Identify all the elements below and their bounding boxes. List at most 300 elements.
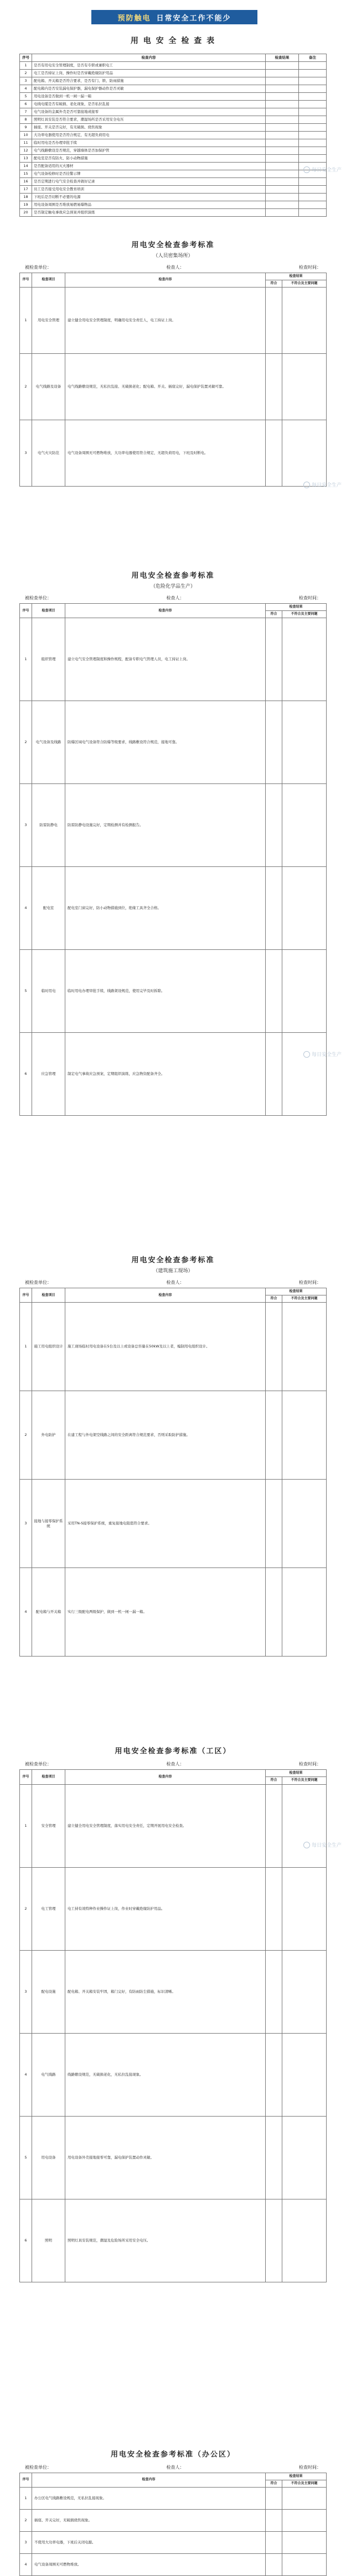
meta-time: 检查时间： xyxy=(299,264,321,270)
row-content: 是否有用电安全管理制度，是否有专职或兼职电工 xyxy=(32,61,266,69)
row-content: 建立健全用电安全管理制度，落实用电安全责任，定期开展用电安全检查。 xyxy=(65,1784,266,1867)
table-row xyxy=(20,2553,327,2575)
col-item: 检查项目 xyxy=(32,1288,65,1303)
row-index: 13 xyxy=(20,154,32,162)
row-pass xyxy=(266,2553,282,2575)
col-index: 序号 xyxy=(20,54,32,62)
row-index: 3 xyxy=(20,1950,32,2033)
table-row xyxy=(20,1568,327,1657)
row-index: 15 xyxy=(20,170,32,177)
watermark-logo-icon xyxy=(303,482,310,488)
row-content: 电气线路敷设是否规范，穿越墙体是否加保护管 xyxy=(32,147,266,154)
col-index: 序号 xyxy=(20,1288,32,1303)
top-banner-area xyxy=(0,0,346,30)
row-remark xyxy=(299,208,327,216)
col-index: 序号 xyxy=(20,603,32,618)
row-result xyxy=(266,100,299,108)
s6-title: 用电安全检查参考标准（办公区） xyxy=(110,2450,235,2459)
row-content: 插座、开关完好，无破损烧焦现象。 xyxy=(32,2509,266,2531)
row-index: 2 xyxy=(20,2509,32,2531)
meta-inspector: 检查人： xyxy=(166,264,184,270)
s4-table xyxy=(19,1288,327,1657)
table-row xyxy=(20,201,327,208)
meta-time: 检查时间： xyxy=(299,1280,321,1286)
meta-unit: 被检查单位： xyxy=(25,1280,51,1286)
row-fail xyxy=(282,950,327,1033)
row-pass xyxy=(266,1033,282,1116)
watermark: 每日安全生产 xyxy=(303,481,342,488)
table-row xyxy=(20,784,327,867)
row-result xyxy=(266,85,299,92)
table-row xyxy=(20,2033,327,2116)
row-item: 防雷防静电 xyxy=(32,784,65,867)
s6-meta xyxy=(25,2464,321,2470)
table-row xyxy=(20,353,327,420)
row-remark xyxy=(299,108,327,116)
row-item: 配电设施 xyxy=(32,1950,65,2033)
row-item: 应急管理 xyxy=(32,1033,65,1116)
watermark-logo-icon xyxy=(303,1051,310,1058)
meta-inspector: 检查人： xyxy=(166,1280,184,1286)
row-content: 实行三级配电两级保护，做到一机一闸一漏一箱。 xyxy=(65,1568,266,1657)
row-pass xyxy=(266,420,282,486)
col-item: 检查项目 xyxy=(32,603,65,618)
row-pass xyxy=(266,1391,282,1480)
row-fail xyxy=(282,701,327,784)
meta-time: 检查时间： xyxy=(299,1762,321,1767)
row-pass xyxy=(266,1303,282,1391)
row-content: 不使用大功率电器，下班后关闭电源。 xyxy=(32,2531,266,2553)
col-item: 检查项目 xyxy=(32,1770,65,1784)
row-pass xyxy=(266,950,282,1033)
row-content: 防雷防静电设施完好，定期检测并有检测报告。 xyxy=(65,784,266,867)
row-fail xyxy=(282,618,327,701)
row-remark xyxy=(299,201,327,208)
row-content: 施工现场临时用电设备在5台及以上或设备总容量在50kW及以上者，编制用电组织设计。 xyxy=(65,1303,266,1391)
row-content: 建立健全用电安全管理制度，明确用电安全责任人，电工持证上岗。 xyxy=(65,287,266,353)
row-content: 是否制定触电事故应急预案并组织演练 xyxy=(32,208,266,216)
row-remark xyxy=(299,69,327,77)
row-index: 6 xyxy=(20,2199,32,2282)
row-index: 1 xyxy=(20,1784,32,1867)
row-remark xyxy=(299,131,327,139)
row-pass xyxy=(266,618,282,701)
row-index: 12 xyxy=(20,147,32,154)
col-pass: 符合 xyxy=(266,280,282,287)
row-item: 接地与接零保护系统 xyxy=(32,1480,65,1568)
col-result: 检查结果 xyxy=(266,1288,327,1295)
row-index: 3 xyxy=(20,420,32,486)
s5-title: 用电安全检查参考标准（工区） xyxy=(115,1747,231,1756)
col-content: 检查内容 xyxy=(65,1770,266,1784)
row-content: 建立电气安全管理制度和操作规程，配备专职电气管理人员，电工持证上岗。 xyxy=(65,618,266,701)
row-fail xyxy=(282,2509,327,2531)
s3-meta xyxy=(25,595,321,601)
col-item: 检查项目 xyxy=(32,273,65,287)
row-index: 4 xyxy=(20,85,32,92)
row-pass xyxy=(266,784,282,867)
table-row xyxy=(20,139,327,147)
col-fail: 不符合及主要问题 xyxy=(282,611,327,618)
row-item: 施工用电组织设计 xyxy=(32,1303,65,1391)
row-content: 临时用电办理审批手续，线路架设规范，使用完毕及时拆除。 xyxy=(65,950,266,1033)
row-content: 在建工程与外电架空线路之间的安全距离符合规范要求，否则采取防护措施。 xyxy=(65,1391,266,1480)
col-content: 检查内容 xyxy=(65,603,266,618)
row-remark xyxy=(299,116,327,123)
row-fail xyxy=(282,1480,327,1568)
row-index: 14 xyxy=(20,162,32,170)
row-fail xyxy=(282,1867,327,1950)
row-content: 电工持有效特种作业操作证上岗，作业时穿戴绝缘防护用品。 xyxy=(65,1867,266,1950)
row-pass xyxy=(266,1480,282,1568)
col-remark: 备注 xyxy=(299,54,327,62)
row-result xyxy=(266,170,299,177)
row-remark xyxy=(299,193,327,201)
row-index: 10 xyxy=(20,131,32,139)
row-content: 电气设备检修时是否挂警示牌 xyxy=(32,170,266,177)
section-work-area xyxy=(19,1745,327,2282)
table-row xyxy=(20,2487,327,2509)
row-content: 配电箱、开关箱安装牢固，箱门完好，有防雨防尘措施，标识清晰。 xyxy=(65,1950,266,2033)
col-fail: 不符合及主要问题 xyxy=(282,1777,327,1784)
row-fail xyxy=(282,1784,327,1867)
col-fail: 不符合及主要问题 xyxy=(282,1295,327,1303)
row-content: 制定电气事故应急预案，定期组织演练，应急物资配备齐全。 xyxy=(65,1033,266,1116)
table-row xyxy=(20,2531,327,2553)
row-item: 配电箱与开关箱 xyxy=(32,1568,65,1657)
col-content: 检查内容 xyxy=(32,2473,266,2487)
row-content: 配电箱内是否安装漏电保护器，漏电保护器动作是否灵敏 xyxy=(32,85,266,92)
section-crowded-places xyxy=(19,239,327,487)
table-row xyxy=(20,1033,327,1116)
row-pass xyxy=(266,2531,282,2553)
row-remark xyxy=(299,100,327,108)
row-content: 电气设备的金属外壳是否可靠接地或接零 xyxy=(32,108,266,116)
watermark-logo-icon xyxy=(303,166,310,173)
table-row xyxy=(20,116,327,123)
s3-table xyxy=(19,603,327,1116)
section-office-area xyxy=(19,2448,327,2576)
table-row xyxy=(20,108,327,116)
row-fail xyxy=(282,353,327,420)
meta-unit: 被检查单位： xyxy=(25,264,51,270)
row-index: 9 xyxy=(20,123,32,131)
col-pass: 符合 xyxy=(266,2480,282,2487)
col-pass: 符合 xyxy=(266,1777,282,1784)
row-content: 员工是否接受用电安全教育培训 xyxy=(32,185,266,193)
table-row xyxy=(20,92,327,100)
row-content: 配电箱、开关箱是否符合要求，是否有门、锁、防雨措施 xyxy=(32,77,266,85)
row-content: 电气设备周围无可燃物堆放。 xyxy=(32,2553,266,2575)
col-result: 检查结果 xyxy=(266,603,327,610)
row-pass xyxy=(266,287,282,353)
checklist-table xyxy=(19,54,327,217)
col-index: 序号 xyxy=(20,2473,32,2487)
col-result: 检查结果 xyxy=(266,2473,327,2480)
row-fail xyxy=(282,2487,327,2509)
row-content: 电线电缆是否有破损、老化现象，是否私拉乱接 xyxy=(32,100,266,108)
row-content: 防爆区域电气设备符合防爆等级要求，线路敷设符合规范，接地可靠。 xyxy=(65,701,266,784)
row-remark xyxy=(299,147,327,154)
table-row xyxy=(20,61,327,69)
meta-time: 检查时间： xyxy=(299,595,321,600)
watermark: 每日安全生产 xyxy=(303,1841,342,1848)
row-item: 用电设备 xyxy=(32,2116,65,2199)
row-result xyxy=(266,116,299,123)
table-row xyxy=(20,1784,327,1867)
row-pass xyxy=(266,2487,282,2509)
row-fail xyxy=(282,1950,327,2033)
section-checklist xyxy=(19,35,327,217)
row-index: 6 xyxy=(20,1033,32,1116)
row-index: 5 xyxy=(20,92,32,100)
s3-subtitle: （危险化学品生产） xyxy=(150,583,195,589)
row-content: 是否配备适用的灭火器材 xyxy=(32,162,266,170)
row-index: 4 xyxy=(20,2553,32,2575)
row-result xyxy=(266,201,299,208)
row-index: 4 xyxy=(20,867,32,950)
row-result xyxy=(266,162,299,170)
row-content: 照明灯具安装规范，潮湿及危险场所采用安全电压。 xyxy=(65,2199,266,2282)
row-item: 配电室 xyxy=(32,867,65,950)
row-item: 安全管理 xyxy=(32,1784,65,1867)
row-index: 16 xyxy=(20,177,32,185)
row-fail xyxy=(282,1033,327,1116)
table-row xyxy=(20,177,327,185)
table-row xyxy=(20,618,327,701)
table-row xyxy=(20,420,327,486)
table-row xyxy=(20,154,327,162)
row-item: 电气火灾防范 xyxy=(32,420,65,486)
row-index: 2 xyxy=(20,353,32,420)
row-result xyxy=(266,208,299,216)
row-index: 4 xyxy=(20,1568,32,1657)
row-content: 线路敷设规范，无破损老化，无私拉乱接现象。 xyxy=(65,2033,266,2116)
table-row xyxy=(20,85,327,92)
row-item: 电气设备及线路 xyxy=(32,701,65,784)
row-index: 2 xyxy=(20,701,32,784)
row-fail xyxy=(282,2033,327,2116)
watermark-logo-icon xyxy=(303,1842,310,1848)
row-pass xyxy=(266,2033,282,2116)
row-index: 6 xyxy=(20,100,32,108)
col-pass: 符合 xyxy=(266,1295,282,1303)
row-index: 1 xyxy=(20,287,32,353)
s2-meta xyxy=(25,264,321,270)
meta-unit: 被检查单位： xyxy=(25,2464,51,2470)
row-fail xyxy=(282,867,327,950)
row-index: 11 xyxy=(20,139,32,147)
row-remark xyxy=(299,123,327,131)
row-fail xyxy=(282,1568,327,1657)
table-row xyxy=(20,123,327,131)
row-pass xyxy=(266,1867,282,1950)
row-content: 临时用电是否办理审批手续 xyxy=(32,139,266,147)
table-row xyxy=(20,287,327,353)
row-fail xyxy=(282,287,327,353)
row-pass xyxy=(266,701,282,784)
row-pass xyxy=(266,2509,282,2531)
row-index: 1 xyxy=(20,61,32,69)
banner-part1: 预防触电 xyxy=(117,14,151,23)
row-content: 电工是否持证上岗，操作时是否穿戴绝缘防护用品 xyxy=(32,69,266,77)
table-row xyxy=(20,100,327,108)
col-content: 检查内容 xyxy=(32,54,266,62)
table-row xyxy=(20,867,327,950)
section-hazardous-chemicals xyxy=(19,569,327,1116)
row-remark xyxy=(299,92,327,100)
col-content: 检查内容 xyxy=(65,273,266,287)
row-index: 1 xyxy=(20,1303,32,1391)
row-fail xyxy=(282,2531,327,2553)
row-index: 1 xyxy=(20,2487,32,2509)
row-index: 1 xyxy=(20,618,32,701)
row-fail xyxy=(282,2553,327,2575)
row-content: 配电室门窗完好，防小动物措施到位，绝缘工具齐全合格。 xyxy=(65,867,266,950)
row-fail xyxy=(282,1391,327,1480)
row-fail xyxy=(282,2116,327,2199)
watermark: 每日安全生产 xyxy=(303,166,342,173)
row-remark xyxy=(299,154,327,162)
col-result: 检查结果 xyxy=(266,54,299,62)
table-row xyxy=(20,1950,327,2033)
table-row xyxy=(20,701,327,784)
meta-unit: 被检查单位： xyxy=(25,1762,51,1767)
row-result xyxy=(266,92,299,100)
col-pass: 符合 xyxy=(266,611,282,618)
s5-table xyxy=(19,1769,327,2282)
col-index: 序号 xyxy=(20,273,32,287)
row-content: 下班后是否切断不必要的电源 xyxy=(32,193,266,201)
row-result xyxy=(266,108,299,116)
row-item: 组织管理 xyxy=(32,618,65,701)
meta-inspector: 检查人： xyxy=(166,2464,184,2470)
row-index: 3 xyxy=(20,77,32,85)
table-row xyxy=(20,1391,327,1480)
table-row xyxy=(20,193,327,201)
checklist-title: 用 电 安 全 检 查 表 xyxy=(130,36,216,45)
row-content: 插座、开关是否完好，有无破损、烧焦现象 xyxy=(32,123,266,131)
row-content: 采用TN-S接零保护系统，重复接地电阻值符合要求。 xyxy=(65,1480,266,1568)
meta-unit: 被检查单位： xyxy=(25,595,51,600)
row-index: 4 xyxy=(20,2033,32,2116)
row-result xyxy=(266,69,299,77)
row-result xyxy=(266,193,299,201)
row-result xyxy=(266,185,299,193)
row-content: 用电设备是否做到一机一闸一漏一箱 xyxy=(32,92,266,100)
table-row xyxy=(20,185,327,193)
row-index: 8 xyxy=(20,116,32,123)
row-index: 20 xyxy=(20,208,32,216)
row-result xyxy=(266,131,299,139)
s6-table xyxy=(19,2473,327,2576)
banner xyxy=(91,10,257,24)
row-content: 用电设备周围是否堆放易燃易爆物品 xyxy=(32,201,266,208)
table-row xyxy=(20,147,327,154)
table-row xyxy=(20,2509,327,2531)
table-row xyxy=(20,950,327,1033)
col-result: 检查结果 xyxy=(266,273,327,280)
table-row xyxy=(20,1303,327,1391)
row-fail xyxy=(282,420,327,486)
row-pass xyxy=(266,353,282,420)
table-row xyxy=(20,162,327,170)
row-content: 配电室是否有防火、防小动物措施 xyxy=(32,154,266,162)
row-result xyxy=(266,61,299,69)
banner-part2: 日常安全工作不能少 xyxy=(156,14,231,23)
s5-meta xyxy=(25,1761,321,1767)
row-index: 7 xyxy=(20,108,32,116)
s4-meta xyxy=(25,1279,321,1286)
row-pass xyxy=(266,2199,282,2282)
table-row xyxy=(20,77,327,85)
row-index: 5 xyxy=(20,950,32,1033)
row-item: 电气线路及设备 xyxy=(32,353,65,420)
row-remark xyxy=(299,185,327,193)
col-fail: 不符合及主要问题 xyxy=(282,2480,327,2487)
table-row xyxy=(20,2199,327,2282)
row-content: 照明灯具安装是否符合要求，潮湿场所是否采用安全电压 xyxy=(32,116,266,123)
row-item: 电气线路 xyxy=(32,2033,65,2116)
meta-inspector: 检查人： xyxy=(166,1762,184,1767)
row-pass xyxy=(266,867,282,950)
row-item: 外电防护 xyxy=(32,1391,65,1480)
s4-subtitle: （建筑施工现场） xyxy=(153,1268,193,1274)
row-fail xyxy=(282,2199,327,2282)
row-result xyxy=(266,154,299,162)
row-index: 5 xyxy=(20,2116,32,2199)
row-content: 电气设备周围无可燃物堆放，大功率电器使用符合规定，无超负荷用电，下班及时断电。 xyxy=(65,420,266,486)
row-remark xyxy=(299,61,327,69)
table-row xyxy=(20,2116,327,2199)
row-index: 17 xyxy=(20,185,32,193)
row-content: 电气线路敷设规范，无私拉乱接、无破损老化；配电箱、开关、插座完好，漏电保护装置灵敏可靠。 xyxy=(65,353,266,420)
row-content: 大功率电器使用是否符合规定，有无超负荷用电 xyxy=(32,131,266,139)
table-row xyxy=(20,131,327,139)
table-row xyxy=(20,170,327,177)
row-content: 是否定期进行电气安全检查并做好记录 xyxy=(32,177,266,185)
meta-time: 检查时间： xyxy=(299,2464,321,2470)
row-content: 用电设备外壳接地接零可靠，漏电保护装置动作灵敏。 xyxy=(65,2116,266,2199)
row-remark xyxy=(299,77,327,85)
row-pass xyxy=(266,1950,282,2033)
col-fail: 不符合及主要问题 xyxy=(282,280,327,287)
row-index: 3 xyxy=(20,2531,32,2553)
row-fail xyxy=(282,784,327,867)
row-result xyxy=(266,77,299,85)
table-row xyxy=(20,208,327,216)
table-row xyxy=(20,69,327,77)
row-remark xyxy=(299,177,327,185)
col-result: 检查结果 xyxy=(266,1770,327,1777)
row-index: 18 xyxy=(20,193,32,201)
row-remark xyxy=(299,85,327,92)
row-remark xyxy=(299,139,327,147)
row-item: 电工管理 xyxy=(32,1867,65,1950)
s2-table xyxy=(19,273,327,487)
row-content: 办公区电气线路敷设规范，无私拉乱接现象。 xyxy=(32,2487,266,2509)
row-pass xyxy=(266,1568,282,1657)
col-index: 序号 xyxy=(20,1770,32,1784)
row-pass xyxy=(266,2116,282,2199)
table-row xyxy=(20,1867,327,1950)
meta-inspector: 检查人： xyxy=(166,595,184,600)
row-result xyxy=(266,123,299,131)
row-item: 用电安全管理 xyxy=(32,287,65,353)
row-result xyxy=(266,139,299,147)
row-item: 照明 xyxy=(32,2199,65,2282)
row-pass xyxy=(266,1784,282,1867)
